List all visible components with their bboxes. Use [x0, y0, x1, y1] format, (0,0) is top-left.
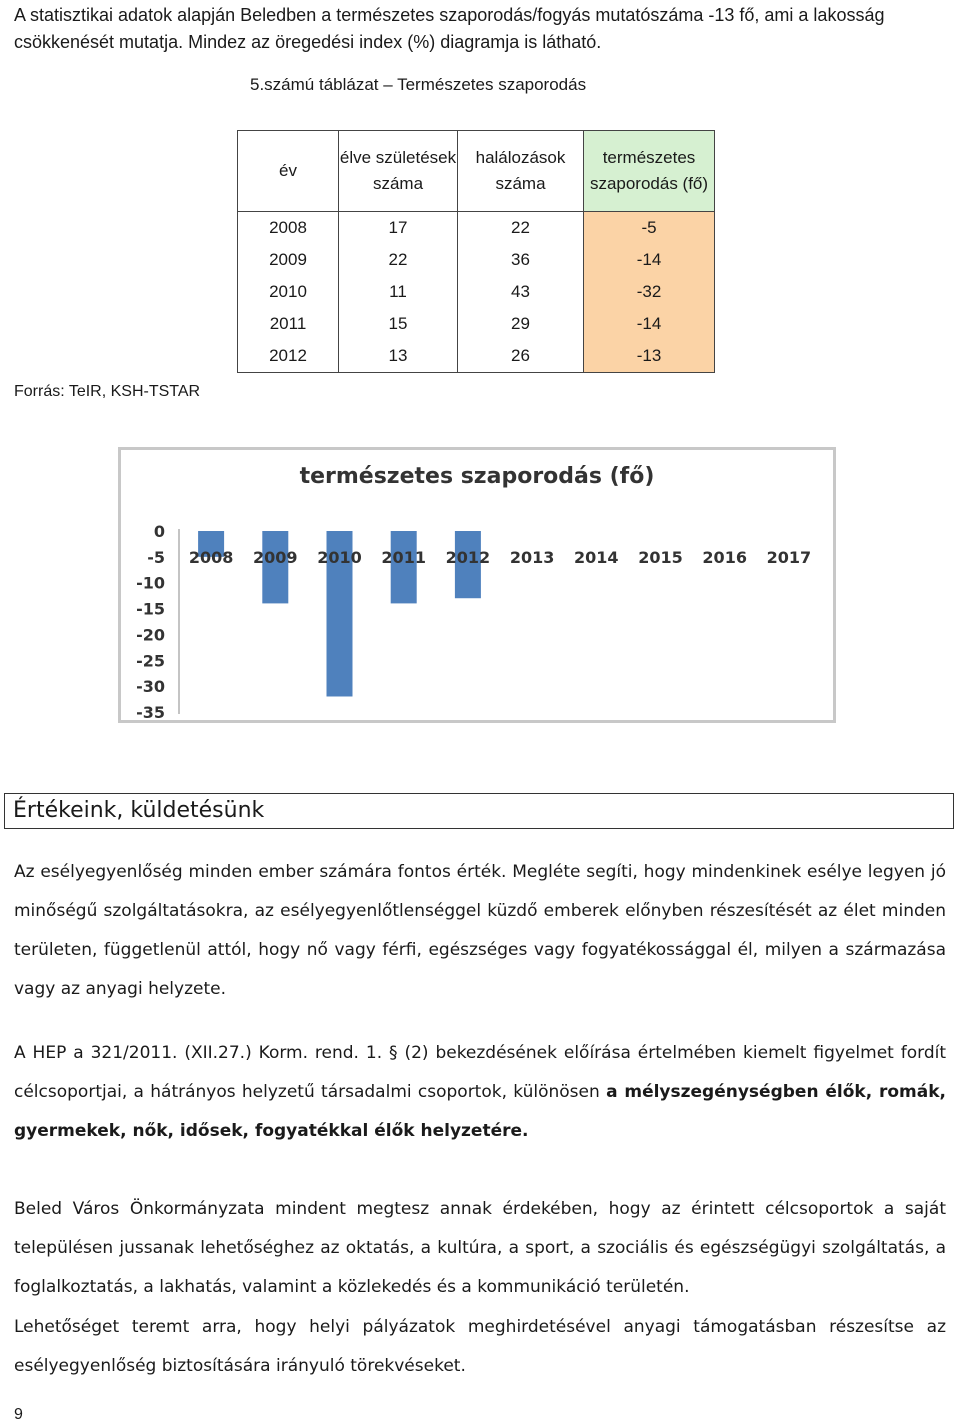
page-number: 9 — [14, 1406, 23, 1423]
cell-deaths: 22 — [458, 212, 584, 245]
natural-growth-chart — [118, 447, 836, 723]
cell-natural-growth: -32 — [584, 276, 715, 308]
chart-svg — [121, 450, 833, 720]
x-category-label: 2015 — [638, 548, 683, 567]
section-heading: Értékeink, küldetésünk — [4, 793, 954, 829]
x-category-label: 2011 — [381, 548, 426, 567]
x-category-label: 2014 — [574, 548, 619, 567]
y-tick-label: -25 — [136, 651, 165, 671]
x-category-label: 2012 — [445, 548, 491, 567]
cell-year: 2009 — [238, 244, 339, 276]
cell-deaths: 43 — [458, 276, 584, 308]
y-tick-label: -20 — [136, 625, 165, 645]
paragraph-opportunity: Lehetőséget teremt arra, hogy helyi pályázatok meghirdetésével anyagi támogatásban részesítse az esélyegyenlőség biztosítására irányuló törekvéseket. — [14, 1317, 946, 1376]
x-category-label: 2017 — [766, 548, 812, 567]
cell-natural-growth: -5 — [584, 212, 715, 245]
cell-year: 2008 — [238, 212, 339, 245]
cell-natural-growth: -14 — [584, 308, 715, 340]
table-caption: 5.számú táblázat – Természetes szaporodás — [250, 75, 587, 94]
table-source: Forrás: TeIR, KSH-TSTAR — [14, 383, 201, 400]
y-tick-label: -15 — [136, 599, 165, 619]
cell-births: 22 — [339, 244, 458, 276]
bar-2009 — [262, 531, 288, 603]
paragraph-municipality: Beled Város Önkormányzata mindent megtesz annak érdekében, hogy az érintett célcsoportok a saját településen jussanak lehetőséghez az oktatás, a kultúra, a sport, a szociális és egészségügyi szolgáltatás, a foglalkoztatás, a lakhatás, valamint a közlekedés és a kommunikáció területén. — [14, 1199, 946, 1297]
cell-natural-growth: -14 — [584, 244, 715, 276]
table-row — [238, 276, 715, 308]
paragraph-equal-opportunity: Az esélyegyenlőség minden ember számára fontos érték. Megléte segíti, hogy mindenkinek esélye legyen jó minőségű szolgáltatásokra, az esélyegyenlőtlenséggel küzdő emberek előnyben részesítését az élet minden területen, függetlenül attól, hogy nő vagy férfi, egészséges vagy fogyatékossággal él, milyen a származása vagy az anyagi helyzete. — [14, 862, 946, 999]
x-category-label: 2013 — [509, 548, 555, 567]
paragraph-hep-target-groups: a mélyszegénységben élők, romák, gyermekek, nők, idősek, fogyatékkal élők helyzetére. — [14, 1082, 946, 1141]
cell-births: 11 — [339, 276, 458, 308]
paragraph-hep — [14, 1034, 946, 1151]
x-category-label: 2016 — [702, 548, 747, 567]
y-tick-label: -35 — [136, 703, 165, 720]
cell-deaths: 36 — [458, 244, 584, 276]
cell-year: 2012 — [238, 340, 339, 373]
table-row — [238, 340, 715, 373]
table-row — [238, 244, 715, 276]
x-category-label: 2009 — [253, 548, 298, 567]
bar-2011 — [391, 531, 417, 603]
x-category-label: 2010 — [317, 548, 362, 567]
header-natural-growth: természetes szaporodás (fő) — [584, 131, 715, 212]
intro-paragraph: A statisztikai adatok alapján Beledben a természetes szaporodás/fogyás mutatószáma -13 fő, ami a lakosság csökkenését mutatja. Mindez az öregedési index (%) diagramja is látható. — [14, 5, 885, 52]
cell-natural-growth: -13 — [584, 340, 715, 373]
cell-deaths: 29 — [458, 308, 584, 340]
chart-title: természetes szaporodás (fő) — [299, 464, 655, 489]
header-births: élve születések száma — [339, 131, 458, 212]
header-deaths: halálozások száma — [458, 131, 584, 212]
table-header-row — [238, 131, 715, 212]
x-category-label: 2008 — [188, 548, 234, 567]
natural-growth-table — [237, 130, 715, 373]
y-tick-label: -30 — [136, 677, 165, 697]
cell-births: 13 — [339, 340, 458, 373]
table-row — [238, 308, 715, 340]
cell-year: 2010 — [238, 276, 339, 308]
table-row — [238, 212, 715, 245]
y-tick-label: -10 — [136, 573, 165, 593]
cell-births: 15 — [339, 308, 458, 340]
cell-births: 17 — [339, 212, 458, 245]
paragraph-hep-text: A HEP a 321/2011. (XII.27.) Korm. rend. 1. § (2) bekezdésének előírása értelmében kiemelt figyelmet fordít célcsoportjai, a hátrányos helyzetű társadalmi csoportok, különösen — [14, 1043, 946, 1102]
header-year: év — [238, 131, 339, 212]
cell-deaths: 26 — [458, 340, 584, 373]
cell-year: 2011 — [238, 308, 339, 340]
y-tick-label: -5 — [147, 547, 165, 567]
y-tick-label: 0 — [153, 522, 165, 541]
